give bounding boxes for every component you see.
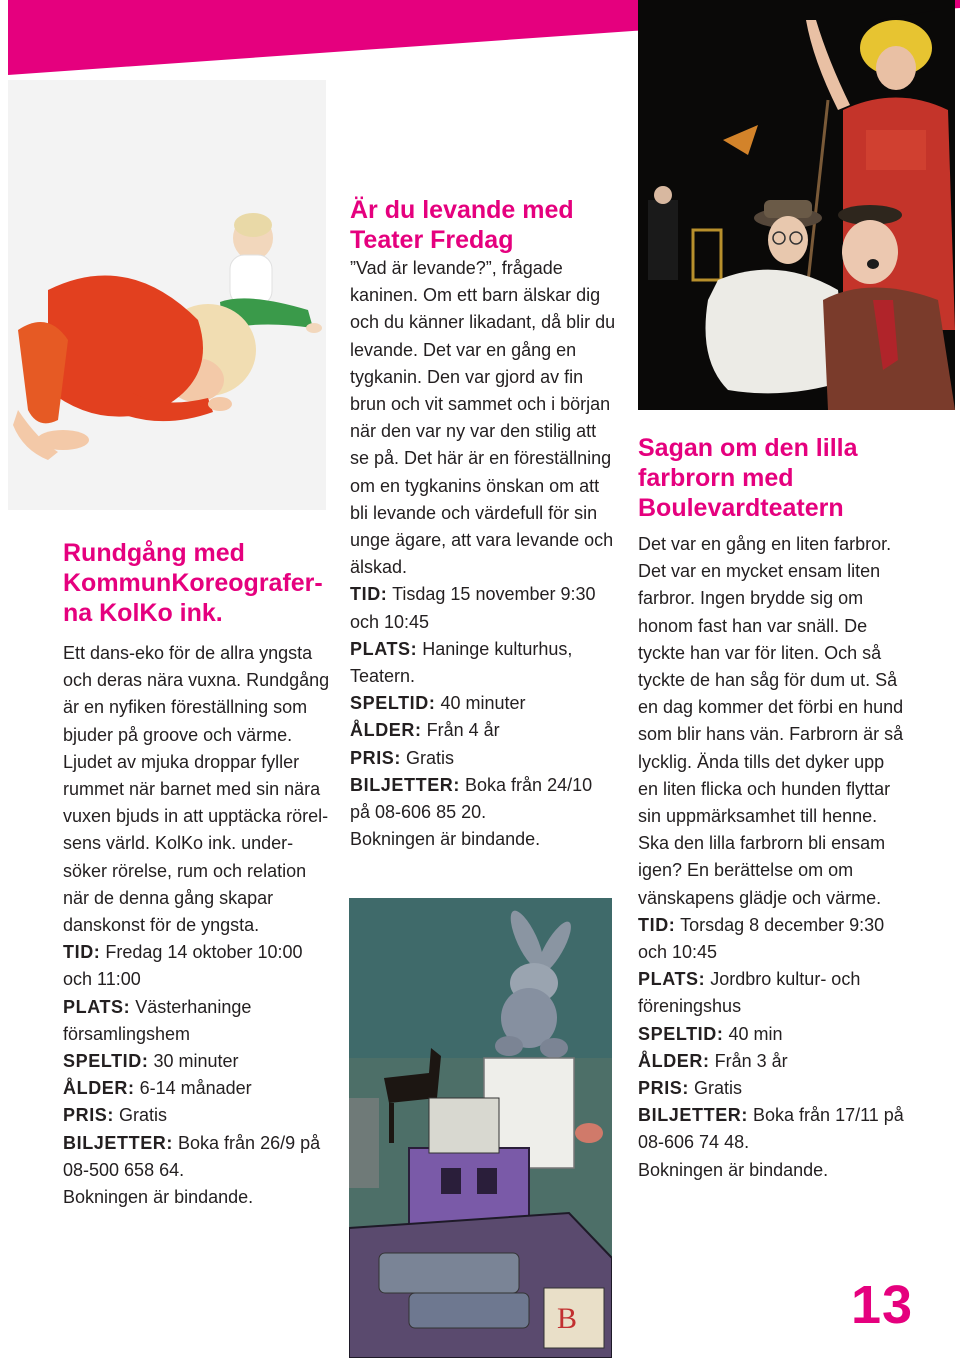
article-title: Rundgång med KommunKoreograferna KolKo ink. — [63, 539, 323, 627]
article-ar-du-levande — [350, 195, 616, 853]
page-number: 13 — [851, 1275, 914, 1335]
svg-text:B: B — [557, 1302, 578, 1335]
booking-note: Bokningen är bindande. — [63, 1187, 254, 1208]
detail-tid: TID: Fredag 14 oktober 10:00 och 11:00 — [63, 942, 303, 990]
detail-speltid: SPELTID: 40 minuter — [350, 693, 526, 714]
booking-note: Bokningen är bindande. — [350, 829, 541, 850]
illustration-toy-rabbit — [349, 898, 612, 1358]
detail-plats: PLATS: Haninge kulturhus, Teatern. — [350, 638, 573, 687]
detail-pris: PRIS: Gratis — [350, 747, 455, 768]
detail-tid: TID: Tisdag 15 november 9:30 och 10:45 — [350, 584, 596, 632]
booking-note: Bokningen är bindande. — [638, 1159, 829, 1180]
detail-plats: PLATS: Västerhaninge församlingshem — [63, 996, 252, 1044]
detail-plats: PLATS: Jordbro kultur- och föreningshus — [638, 969, 861, 1017]
article-rundgang — [63, 538, 331, 1211]
detail-pris: PRIS: Gratis — [63, 1105, 168, 1126]
article-body: Det var en gång en liten farbror. Det var en mycket ensam liten farbror. Ingen brydde sig om honom fast han var snäll. De tyckte han var för liten. Och så tyckte de han såg för dum ut. Så en dag kommer det förbi en hund som blir hans vän. Farbrorn är så lycklig. Ända tills det dyker upp en liten flicka och hunden flyttar sin uppmärksamhet till henne. Ska den lilla farbrorn bli ensam igen? En berättelse om om vänskapens glädje och värme. — [638, 534, 904, 908]
article-title: Är du levande med Teater Fredag — [350, 196, 574, 254]
detail-biljetter: BILJETTER: Boka från 26/9 på 08-500 658 64. — [63, 1132, 321, 1180]
article-title: Sagan om den lilla farbrorn med Boulevardteatern — [638, 434, 858, 522]
detail-biljetter: BILJETTER: Boka från 17/11 på 08-606 74 48. — [638, 1105, 904, 1153]
detail-speltid: SPELTID: 40 min — [638, 1023, 783, 1044]
detail-alder: ÅLDER: Från 4 år — [350, 720, 500, 741]
detail-tid: TID: Torsdag 8 december 9:30 och 10:45 — [638, 914, 885, 963]
detail-alder: ÅLDER: 6-14 månader — [63, 1078, 252, 1099]
article-sagan-om-farbrorn — [638, 433, 906, 1184]
detail-pris: PRIS: Gratis — [638, 1078, 743, 1099]
article-body: Ett dans-eko för de allra yngsta och deras nära vuxna. Rundgång är en nyfiken föreställning som bjuder på groove och värme. Ljudet av mjuka droppar fyller rummet när barnet med sin nära vuxen bjuds in att upptäcka rörelsens värld. KolKo ink. undersöker rörelse, rum och relation när de denna gång skapar danskonst för de yngsta. — [63, 643, 330, 936]
photo-toddlers-dancing — [8, 80, 326, 510]
article-body: ”Vad är levande?”, frågade kaninen. Om ett barn älskar dig och du känner likadant, då blir du levande. Det var en gång en tygkanin. Den var gjord av fin brun och vit sammet och i början när den var ny var den stilig att se på. Det här är en föreställning om en tygkanins önskan om att bli levande och värdefull för sin unge ägare, att vara levande och älskad. — [350, 258, 616, 578]
detail-biljetter: BILJETTER: Boka från 24/10 på 08-606 85 20. — [350, 774, 593, 823]
photo-boulevardteatern-stage — [638, 0, 955, 410]
detail-alder: ÅLDER: Från 3 år — [638, 1050, 788, 1071]
detail-speltid: SPELTID: 30 minuter — [63, 1051, 239, 1072]
